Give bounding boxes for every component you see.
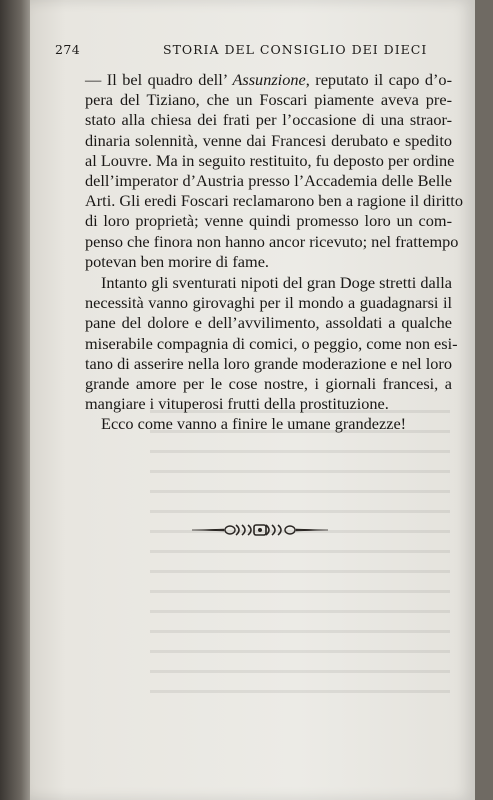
book-spine-shadow (0, 0, 30, 800)
text-line: potevan ben morire di fame. (85, 251, 269, 271)
text-line: al Louvre. Ma in seguito restituito, fu deposto per ordine (85, 150, 455, 170)
text-line: dinaria solennità, venne dai Francesi derubato e spedito (85, 130, 452, 150)
paragraph (85, 414, 452, 434)
text-line: pera del Tiziano, che un Foscari piamente aveva pre- (85, 90, 452, 110)
text-line: mangiare i vituperosi frutti della prostituzione. (85, 394, 389, 414)
page-number: 274 (55, 42, 81, 57)
text-line: stato alla chiesa dei frati per l’occasione di una straor- (85, 110, 452, 130)
text-line: di loro proprietà; venne quindi promesso loro un com- (85, 211, 452, 231)
text-line: tano di asserire nella loro grande moderazione e nel loro (85, 353, 452, 373)
italic-title: Assunzione (232, 70, 306, 89)
text-line: penso che finora non hanno ancor ricevuto; nel frattempo (85, 231, 459, 251)
text-line: Intanto gli sventurati nipoti del gran Doge stretti dalla (101, 273, 452, 293)
text-line: necessità vanno girovaghi per il mondo a guadagnarsi il (85, 293, 452, 313)
text-line: dell’imperator d’Austria presso l’Accademia delle Belle (85, 171, 452, 191)
text-line: Ecco come vanno a finire le umane grandezze! (101, 414, 407, 434)
text-line: pane del dolore e dell’avvilimento, assoldati a qualche (85, 313, 452, 333)
paragraph (85, 70, 463, 272)
text-line: — Il bel quadro dell’ Assunzione, reputato il capo d’o- (85, 70, 452, 89)
paragraph (85, 273, 458, 414)
body-text (85, 70, 463, 435)
text-line: miserabile compagnia di comici, o peggio, come non esi- (85, 333, 458, 353)
text-line: grande amore per le cose nostre, i giornali francesi, a (85, 374, 452, 394)
running-head: STORIA DEL CONSIGLIO DEI DIECI (163, 42, 428, 57)
tailpiece-ornament (190, 521, 330, 539)
show-through-text (150, 410, 450, 710)
text-line: Arti. Gli eredi Foscari reclamarono ben a ragione il diritto (85, 191, 463, 211)
